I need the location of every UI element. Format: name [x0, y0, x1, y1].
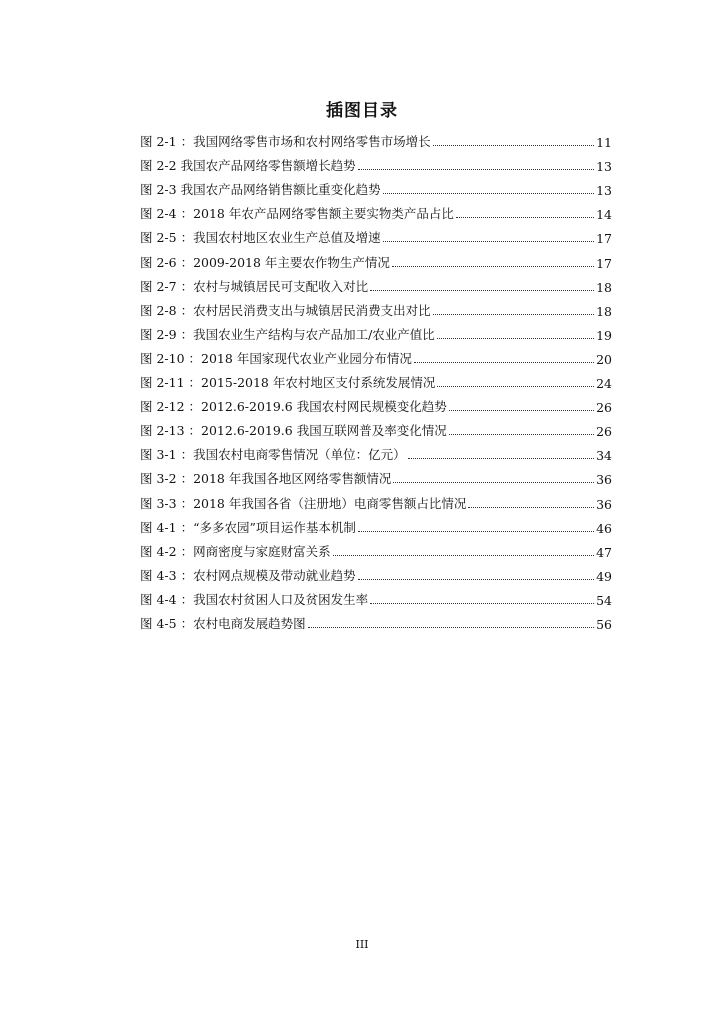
dot-leader	[370, 290, 594, 291]
figure-entry[interactable]	[140, 150, 612, 174]
entry-label: 图 2-13 ：2012.6-2019.6 我国互联网普及率变化情况	[140, 423, 447, 439]
entry-label: 图 2-10 ：2018 年国家现代农业产业园分布情况	[140, 350, 412, 366]
entry-page-number: 34	[596, 448, 612, 464]
figure-entry[interactable]	[140, 608, 612, 632]
dot-leader	[414, 362, 594, 363]
dot-leader	[433, 145, 595, 146]
entry-label: 图 4-4 ：我国农村贫困人口及贫困发生率	[140, 591, 369, 607]
figure-entry[interactable]	[140, 391, 612, 415]
entry-page-number: 14	[596, 207, 612, 223]
dot-leader	[333, 555, 595, 556]
entry-page-number: 26	[596, 400, 612, 416]
figure-entry[interactable]	[140, 512, 612, 536]
dot-leader	[358, 531, 594, 532]
entry-label: 图 2-12 ：2012.6-2019.6 我国农村网民规模变化趋势	[140, 399, 447, 415]
figure-entry[interactable]	[140, 319, 612, 343]
entry-page-number: 24	[596, 376, 612, 392]
figure-entry[interactable]	[140, 126, 612, 150]
entry-label: 图 2-2 我国农产品网络零售额增长趋势	[140, 158, 356, 174]
figure-entry[interactable]	[140, 463, 612, 487]
figure-entry[interactable]	[140, 198, 612, 222]
page-title: 插图目录	[326, 101, 398, 121]
entry-page-number: 18	[596, 279, 612, 295]
figure-entry[interactable]	[140, 246, 612, 270]
entry-label: 图 3-3 ：2018 年我国各省（注册地）电商零售额占比情况	[140, 495, 467, 511]
dot-leader	[393, 482, 594, 483]
figure-entry[interactable]	[140, 222, 612, 246]
figure-list	[140, 126, 612, 632]
dot-leader	[456, 217, 594, 218]
entry-page-number: 11	[596, 135, 612, 151]
entry-label: 图 2-7 ：农村与城镇居民可支配收入对比	[140, 278, 369, 294]
figure-entry[interactable]	[140, 536, 612, 560]
figure-entry[interactable]	[140, 487, 612, 511]
entry-label: 图 4-2 ：网商密度与家庭财富关系	[140, 543, 331, 559]
dot-leader	[449, 434, 594, 435]
entry-label: 图 4-1 ：“多多农园”项目运作基本机制	[140, 519, 356, 535]
dot-leader	[358, 169, 595, 170]
dot-leader	[408, 458, 595, 459]
entry-page-number: 17	[596, 231, 612, 247]
entry-page-number: 46	[596, 520, 612, 536]
entry-label: 图 2-8 ：农村居民消费支出与城镇居民消费支出对比	[140, 302, 431, 318]
figure-entry[interactable]	[140, 174, 612, 198]
entry-page-number: 26	[596, 424, 612, 440]
entry-label: 图 4-3 ：农村网点规模及带动就业趋势	[140, 567, 356, 583]
entry-label: 图 2-9 ：我国农业生产结构与农产品加工/农业产值比	[140, 326, 435, 342]
entry-label: 图 4-5 ：农村电商发展趋势图	[140, 615, 306, 631]
dot-leader	[308, 627, 595, 628]
entry-label: 图 2-1 ：我国网络零售市场和农村网络零售市场增长	[140, 134, 431, 150]
entry-label: 图 2-3 我国农产品网络销售额比重变化趋势	[140, 182, 381, 198]
figure-entry[interactable]	[140, 295, 612, 319]
entry-page-number: 54	[596, 592, 612, 608]
dot-leader	[433, 314, 595, 315]
entry-label: 图 3-1 ：我国农村电商零售情况（单位：亿元）	[140, 447, 406, 463]
dot-leader	[392, 266, 594, 267]
dot-leader	[383, 241, 595, 242]
dot-leader	[437, 386, 594, 387]
entry-page-number: 13	[596, 183, 612, 199]
figure-entry[interactable]	[140, 367, 612, 391]
dot-leader	[449, 410, 594, 411]
entry-page-number: 47	[596, 544, 612, 560]
entry-label: 图 2-6 ：2009-2018 年主要农作物生产情况	[140, 254, 390, 270]
entry-page-number: 49	[596, 568, 612, 584]
dot-leader	[358, 579, 595, 580]
entry-page-number: 18	[596, 303, 612, 319]
entry-page-number: 13	[596, 159, 612, 175]
dot-leader	[437, 338, 594, 339]
entry-label: 图 2-11 ：2015-2018 年农村地区支付系统发展情况	[140, 375, 436, 391]
figure-entry[interactable]	[140, 560, 612, 584]
dot-leader	[468, 507, 594, 508]
entry-page-number: 17	[596, 255, 612, 271]
figure-entry[interactable]	[140, 439, 612, 463]
figure-entry[interactable]	[140, 271, 612, 295]
figure-entry[interactable]	[140, 343, 612, 367]
entry-page-number: 36	[596, 496, 612, 512]
entry-page-number: 19	[596, 327, 612, 343]
dot-leader	[370, 603, 594, 604]
entry-label: 图 2-4 ：2018 年农产品网络零售额主要实物类产品占比	[140, 206, 454, 222]
figure-entry[interactable]	[140, 584, 612, 608]
dot-leader	[383, 193, 595, 194]
entry-page-number: 36	[596, 472, 612, 488]
figure-entry[interactable]	[140, 415, 612, 439]
entry-label: 图 2-5 ：我国农村地区农业生产总值及增速	[140, 230, 381, 246]
entry-label: 图 3-2 ：2018 年我国各地区网络零售额情况	[140, 471, 392, 487]
entry-page-number: 20	[596, 351, 612, 367]
footer-page-number: III	[355, 938, 369, 951]
entry-page-number: 56	[596, 616, 612, 632]
